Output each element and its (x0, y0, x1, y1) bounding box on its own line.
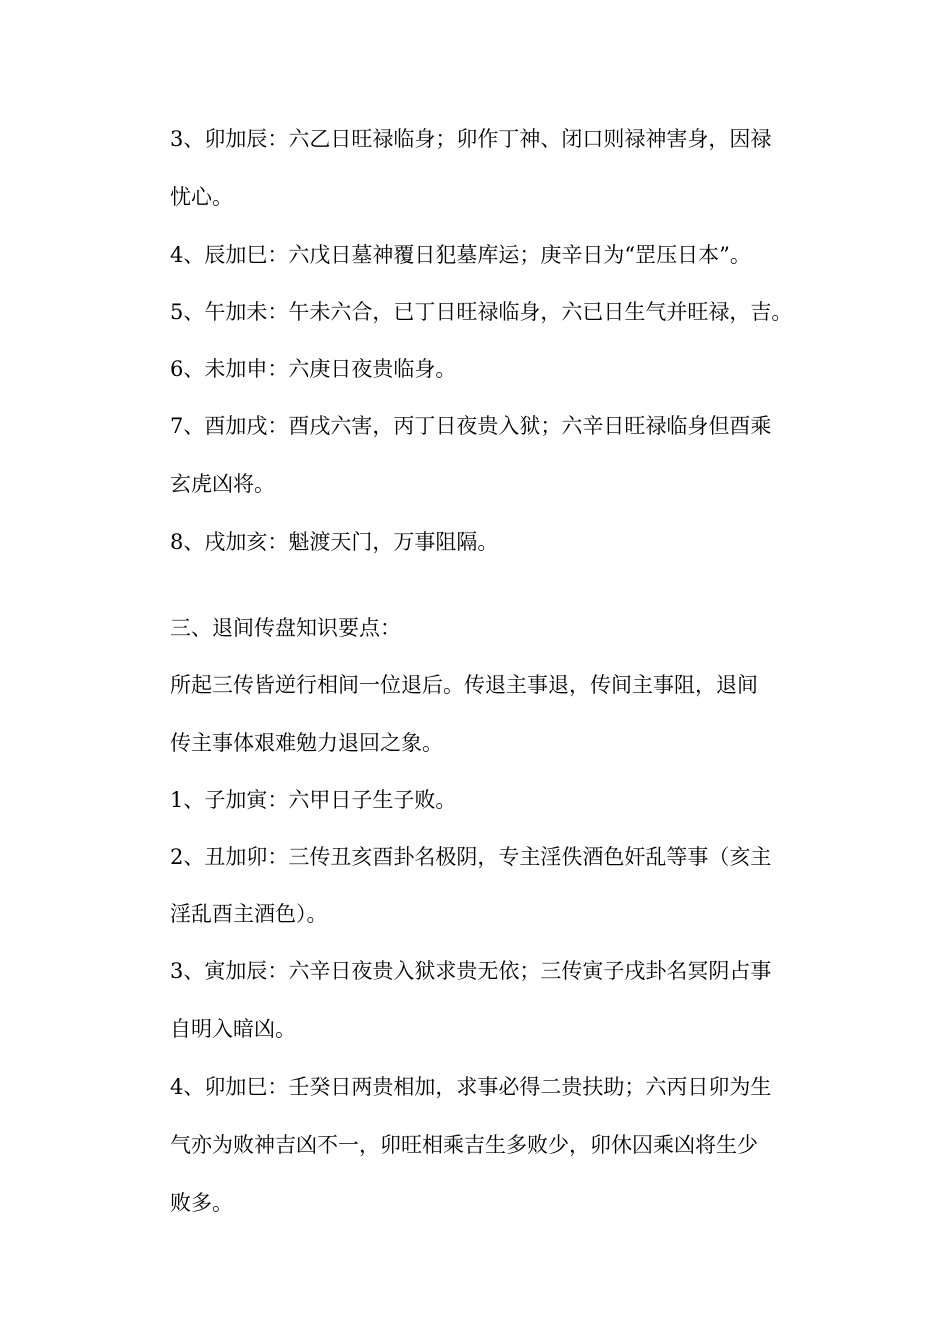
text-line: 7、酉加戌：酉戌六害，丙丁日夜贵入狱；六辛日旺禄临身但酉乘 (170, 414, 772, 438)
text-line: 8、戌加亥：魁渡天门，万事阻隔。 (170, 530, 499, 554)
text-line: 3、寅加辰：六辛日夜贵入狱求贵无依；三传寅子戌卦名冥阴占事 (170, 959, 772, 983)
text-line: 淫乱酉主酒色）。 (170, 902, 328, 926)
text-line: 自明入暗凶。 (170, 1017, 296, 1041)
text-line: 2、丑加卯：三传丑亥酉卦名极阴，专主淫佚酒色奸乱等事（亥主 (170, 845, 772, 869)
text-line: 所起三传皆逆行相间一位退后。传退主事退，传间主事阻，退间 (170, 673, 758, 697)
text-line: 传主事体艰难勉力退回之象。 (170, 731, 443, 755)
text-line: 4、卯加巳：壬癸日两贵相加，求事必得二贵扶助；六丙日卯为生 (170, 1075, 772, 1099)
text-line: 5、午加未：午未六合，已丁日旺禄临身，六已日生气并旺禄，吉。 (170, 300, 793, 324)
text-line: 3、卯加辰：六乙日旺禄临身；卯作丁神、闭口则禄神害身，因禄 (170, 127, 772, 151)
text-line: 忧心。 (170, 185, 233, 209)
text-line: 败多。 (170, 1191, 233, 1215)
text-line: 1、子加寅：六甲日子生子败。 (170, 788, 457, 812)
text-line: 气亦为败神吉凶不一，卯旺相乘吉生多败少，卯休囚乘凶将生少 (170, 1133, 758, 1157)
text-line: 玄虎凶将。 (170, 472, 275, 496)
section-heading: 三、退间传盘知识要点： (170, 616, 401, 640)
text-line: 6、未加申：六庚日夜贵临身。 (170, 357, 457, 381)
text-line: 4、辰加巳：六戊日墓神覆日犯墓库运；庚辛日为“罡压日本”。 (170, 243, 751, 267)
